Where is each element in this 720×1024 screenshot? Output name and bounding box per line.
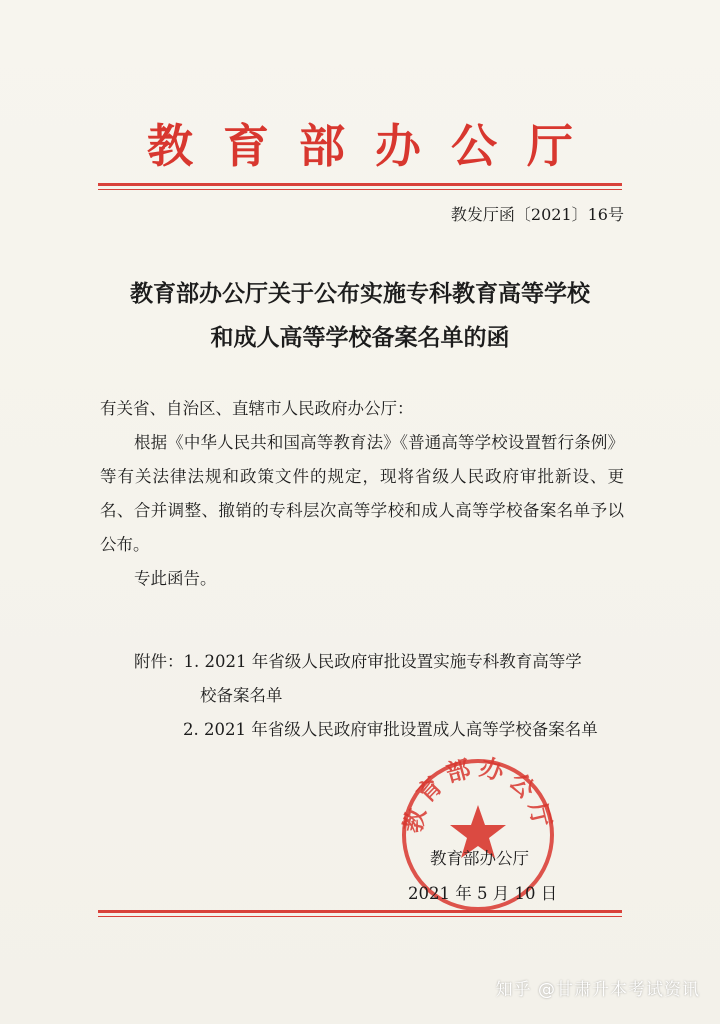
addressee: 有关省、自治区、直辖市人民政府办公厅：	[100, 399, 414, 418]
header-red-rule-thin	[98, 189, 622, 190]
footer-red-rule	[98, 910, 622, 913]
footer-red-rule-thin	[98, 916, 622, 917]
attachment-1-line-1: 附件：1. 2021 年省级人民政府审批设置实施专科教育高等学	[134, 652, 582, 671]
title-line-2: 和成人高等学校备案名单的函	[210, 324, 510, 351]
closing-line: 专此函告。	[134, 569, 217, 588]
title-line-1: 教育部办公厅关于公布实施专科教育高等学校	[130, 280, 590, 307]
body-paragraph: 根据《中华人民共和国高等教育法》《普通高等学校设置暂行条例》等有关法律法规和政策文件的规定，现将省级人民政府审批新设、更名、合并调整、撤销的专科层次高等学校和成人高等学校备案名单予以公布。	[100, 433, 624, 554]
header-org-title: 教育部办公厅	[147, 119, 603, 173]
header-red-rule	[98, 183, 622, 186]
document-title	[0, 272, 720, 360]
seal-text: 教育部办公厅	[398, 755, 558, 836]
signatory: 教育部办公厅	[430, 849, 529, 868]
attachment-1-line-2: 校备案名单	[200, 686, 283, 705]
watermark: 知乎 @甘肃升本考试资讯	[495, 980, 700, 1000]
document-number: 教发厅函〔2021〕16号	[450, 205, 624, 224]
attachment-2: 2. 2021 年省级人民政府审批设置成人高等学校备案名单	[183, 720, 598, 739]
signature-date: 2021 年 5 月 10 日	[408, 884, 558, 903]
